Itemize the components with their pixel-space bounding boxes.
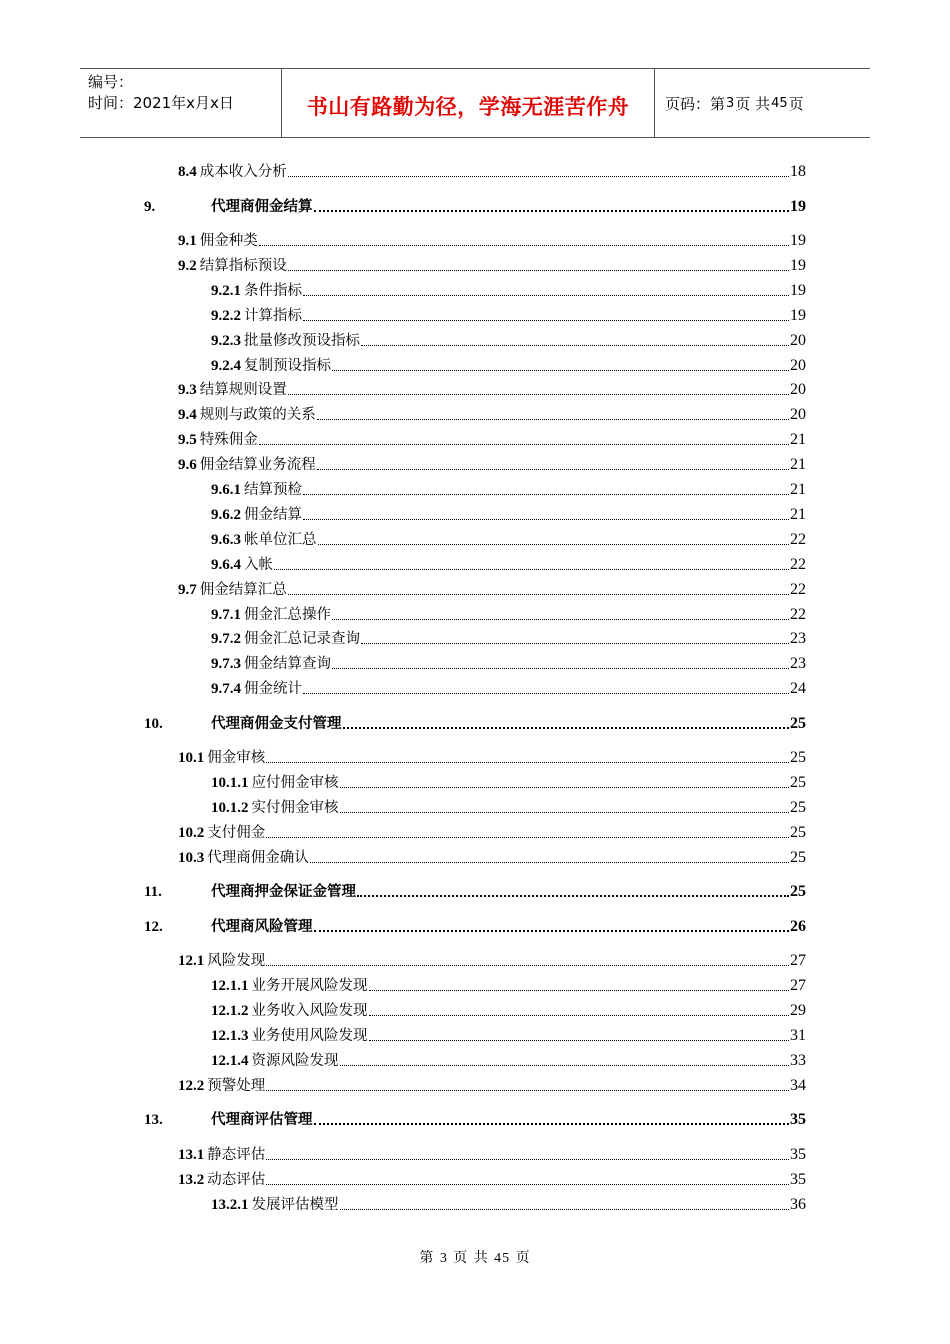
toc-entry-number: 9.3 xyxy=(178,382,197,399)
toc-entry-page: 22 xyxy=(790,580,806,598)
toc-entry[interactable] xyxy=(178,844,806,868)
toc-entry-page: 29 xyxy=(790,1002,806,1020)
toc-dot-leader xyxy=(274,568,789,570)
toc-entry-page: 36 xyxy=(790,1195,806,1213)
toc-entry-page: 22 xyxy=(790,605,806,623)
toc-entry-number: 10.1 xyxy=(178,750,205,767)
footer-mid: 页 共 xyxy=(453,1250,489,1266)
toc-entry[interactable] xyxy=(211,501,806,525)
toc-entry-title: 特殊佣金 xyxy=(199,432,258,449)
toc-entry-title: 复制预设指标 xyxy=(244,357,331,374)
toc-entry-number: 10.3 xyxy=(178,849,205,866)
toc-entry-title: 应付佣金审核 xyxy=(251,775,339,792)
toc-entry-title: 代理商评估管理 xyxy=(211,1112,313,1129)
toc-entry-title: 代理商佣金支付管理 xyxy=(211,715,342,732)
toc-entry-page: 27 xyxy=(790,977,806,995)
toc-entry[interactable] xyxy=(211,476,806,500)
toc-entry-title: 佣金统计 xyxy=(244,681,302,698)
toc-dot-leader xyxy=(303,518,789,520)
toc-entry-number: 9.6.3 xyxy=(211,531,241,548)
toc-entry-number: 11. xyxy=(144,884,162,901)
toc-entry-number: 9.6.2 xyxy=(211,506,241,523)
toc-entry-number: 9. xyxy=(144,198,156,215)
toc-entry[interactable] xyxy=(178,252,806,276)
toc-entry-page: 18 xyxy=(790,163,806,180)
toc-entry-page: 26 xyxy=(790,917,806,935)
toc-dot-leader xyxy=(266,1183,789,1185)
footer-total: 45 xyxy=(494,1251,511,1266)
toc-dot-leader xyxy=(303,692,789,694)
toc-entry-title: 代理商佣金确认 xyxy=(207,849,309,866)
toc-entry-number: 9.2.2 xyxy=(211,307,241,324)
toc-entry-number: 9.6.1 xyxy=(211,482,241,498)
toc-entry-number: 13.2.1 xyxy=(211,1196,249,1213)
header-motto-cell xyxy=(281,69,655,137)
toc-entry-page: 19 xyxy=(790,256,806,274)
toc-dot-leader xyxy=(314,929,790,932)
toc-entry-title: 成本收入分析 xyxy=(199,164,287,180)
footer-prefix: 第 xyxy=(419,1250,435,1266)
toc-dot-leader xyxy=(314,1122,790,1125)
toc-dot-leader xyxy=(259,244,789,246)
toc-entry-number: 12. xyxy=(144,918,163,935)
toc-chapter-entry[interactable] xyxy=(144,913,806,937)
toc-entry-title: 业务收入风险发现 xyxy=(251,1003,368,1020)
toc-entry-page: 20 xyxy=(790,406,806,424)
toc-dot-leader xyxy=(369,1039,790,1041)
toc-entry-page: 21 xyxy=(790,481,806,498)
toc-entry-number: 9.4 xyxy=(178,407,197,424)
toc-entry[interactable] xyxy=(211,526,806,550)
toc-entry-page: 33 xyxy=(790,1051,806,1069)
toc-entry-number: 13.2 xyxy=(178,1171,205,1188)
toc-entry-title: 佣金种类 xyxy=(199,233,258,249)
toc-entry[interactable] xyxy=(178,227,806,251)
toc-entry-number: 13. xyxy=(144,1112,163,1129)
toc-entry-title: 结算指标预设 xyxy=(199,257,287,274)
toc-dot-leader xyxy=(266,1158,789,1160)
toc-dot-leader xyxy=(318,543,790,545)
toc-entry-page: 31 xyxy=(790,1027,806,1044)
page-footer xyxy=(0,1247,950,1267)
toc-entry-title: 佣金汇总操作 xyxy=(244,606,331,623)
toc-entry-title: 代理商风险管理 xyxy=(211,918,313,935)
footer-current: 3 xyxy=(439,1251,448,1266)
toc-entry-number: 13.1 xyxy=(178,1146,205,1163)
toc-entry[interactable] xyxy=(211,675,806,699)
toc-entry[interactable] xyxy=(211,327,806,351)
toc-dot-leader xyxy=(288,593,789,595)
toc-entry-page: 25 xyxy=(790,799,806,816)
toc-entry-title: 结算规则设置 xyxy=(199,382,287,399)
toc-entry[interactable] xyxy=(178,451,806,475)
toc-dot-leader xyxy=(317,468,789,470)
toc-entry[interactable] xyxy=(178,158,806,182)
document-number-label: 编号： xyxy=(88,73,134,91)
toc-dot-leader xyxy=(340,786,790,788)
toc-entry-page: 25 xyxy=(790,714,806,732)
toc-entry-number: 9.2 xyxy=(178,257,197,274)
toc-dot-leader xyxy=(266,1089,789,1091)
toc-dot-leader xyxy=(303,493,789,495)
toc-entry-title: 风险发现 xyxy=(207,953,266,970)
toc-entry[interactable] xyxy=(211,551,806,575)
toc-entry[interactable] xyxy=(178,1072,806,1096)
toc-chapter-entry[interactable] xyxy=(144,710,806,734)
toc-entry-number: 9.7.2 xyxy=(211,631,241,648)
toc-entry-number: 12.1.4 xyxy=(211,1052,249,1069)
toc-entry-page: 20 xyxy=(790,331,806,349)
toc-entry-page: 23 xyxy=(790,655,806,673)
motto-text: 书山有路勤为径，学海无涯苦作舟 xyxy=(306,95,630,119)
toc-entry-number: 9.2.1 xyxy=(211,282,241,299)
toc-entry-number: 9.7.1 xyxy=(211,606,241,623)
toc-entry-number: 12.1.1 xyxy=(211,978,249,995)
toc-dot-leader xyxy=(361,344,789,346)
toc-entry-page: 25 xyxy=(790,774,806,792)
toc-dot-leader xyxy=(303,319,789,321)
toc-entry-title: 代理商押金保证金管理 xyxy=(211,884,356,901)
toc-entry[interactable] xyxy=(178,819,806,843)
page-current: 3 xyxy=(726,95,735,111)
footer-suffix: 页 xyxy=(515,1250,531,1266)
toc-entry[interactable] xyxy=(178,744,806,768)
toc-dot-leader xyxy=(369,989,790,991)
toc-chapter-entry[interactable] xyxy=(144,878,806,902)
toc-entry-page: 35 xyxy=(790,1170,806,1188)
toc-entry-number: 9.7.3 xyxy=(211,656,241,673)
toc-entry-page: 35 xyxy=(790,1111,806,1129)
toc-dot-leader xyxy=(288,269,789,271)
toc-dot-leader xyxy=(310,861,789,863)
toc-dot-leader xyxy=(314,209,790,212)
toc-entry-page: 22 xyxy=(790,530,806,548)
toc-entry[interactable] xyxy=(178,1166,806,1190)
toc-entry[interactable] xyxy=(178,376,806,400)
toc-entry[interactable] xyxy=(211,601,806,625)
toc-entry[interactable] xyxy=(211,625,806,649)
toc-entry[interactable] xyxy=(211,794,806,818)
toc-entry-page: 20 xyxy=(790,356,806,374)
toc-entry-page: 19 xyxy=(790,281,806,299)
toc-entry-number: 9.1 xyxy=(178,233,197,249)
toc-entry[interactable] xyxy=(211,972,806,996)
toc-entry-number: 9.5 xyxy=(178,432,197,449)
toc-entry-title: 批量修改预设指标 xyxy=(244,332,360,349)
document-date: 时间：2021年x月x日 xyxy=(88,94,234,112)
toc-entry[interactable] xyxy=(211,997,806,1021)
toc-entry-title: 佣金审核 xyxy=(207,750,266,767)
toc-entry-page: 22 xyxy=(790,555,806,573)
toc-dot-leader xyxy=(340,1208,790,1210)
toc-dot-leader xyxy=(288,175,789,177)
toc-entry-number: 10. xyxy=(144,715,163,732)
toc-entry-title: 代理商佣金结算 xyxy=(211,198,313,215)
toc-entry-number: 10.1.2 xyxy=(211,800,249,816)
toc-entry[interactable] xyxy=(211,1191,806,1215)
toc-dot-leader xyxy=(332,667,789,669)
toc-entry-title: 入帐 xyxy=(244,556,273,573)
toc-entry-title: 规则与政策的关系 xyxy=(199,407,316,424)
toc-entry-title: 佣金结算 xyxy=(244,506,302,523)
toc-entry-page: 25 xyxy=(790,749,806,767)
toc-entry-page: 27 xyxy=(790,952,806,970)
toc-entry-number: 12.1.3 xyxy=(211,1028,249,1044)
header-page-info xyxy=(655,69,870,137)
toc-entry[interactable] xyxy=(178,426,806,450)
toc-entry[interactable] xyxy=(211,277,806,301)
toc-entry-number: 10.1.1 xyxy=(211,775,249,792)
toc-dot-leader xyxy=(303,294,789,296)
toc-entry-number: 9.2.3 xyxy=(211,332,241,349)
toc-entry-title: 帐单位汇总 xyxy=(244,531,317,548)
toc-entry-title: 业务使用风险发现 xyxy=(251,1028,368,1044)
toc-entry-title: 佣金结算汇总 xyxy=(199,581,287,598)
toc-entry[interactable] xyxy=(211,352,806,376)
toc-entry-title: 支付佣金 xyxy=(207,824,266,841)
toc-entry-title: 佣金汇总记录查询 xyxy=(244,631,360,648)
toc-entry[interactable] xyxy=(178,947,806,971)
toc-entry-number: 9.2.4 xyxy=(211,357,241,374)
toc-entry-number: 8.4 xyxy=(178,164,197,180)
toc-entry-title: 佣金结算查询 xyxy=(244,656,331,673)
toc-dot-leader xyxy=(369,1014,790,1016)
toc-entry-number: 9.7.4 xyxy=(211,681,241,698)
toc-entry[interactable] xyxy=(211,1022,806,1046)
toc-entry-page: 24 xyxy=(790,680,806,698)
toc-dot-leader xyxy=(357,894,789,897)
toc-dot-leader xyxy=(266,836,789,838)
toc-dot-leader xyxy=(266,964,789,966)
toc-entry[interactable] xyxy=(211,302,806,326)
toc-entry-title: 结算预检 xyxy=(244,482,302,498)
toc-entry-page: 19 xyxy=(790,232,806,249)
header-meta xyxy=(80,69,281,137)
toc-dot-leader xyxy=(288,393,789,395)
toc-entry[interactable] xyxy=(211,769,806,793)
toc-dot-leader xyxy=(332,369,789,371)
toc-dot-leader xyxy=(317,418,789,420)
page-prefix: 页码：第 xyxy=(665,94,726,113)
toc-entry-title: 业务开展风险发现 xyxy=(251,978,368,995)
toc-dot-leader xyxy=(266,761,789,763)
toc-entry[interactable] xyxy=(178,576,806,600)
toc-entry-number: 9.6 xyxy=(178,457,197,474)
toc-entry-title: 动态评估 xyxy=(207,1171,266,1188)
toc-dot-leader xyxy=(361,642,789,644)
page-mid: 页 共 xyxy=(735,94,771,113)
toc-entry-title: 条件指标 xyxy=(244,282,302,299)
toc-chapter-entry[interactable] xyxy=(144,193,806,217)
page-header xyxy=(80,68,870,138)
toc-entry-page: 25 xyxy=(790,848,806,866)
toc-entry-page: 21 xyxy=(790,505,806,523)
toc-dot-leader xyxy=(343,726,790,729)
toc-entry-page: 35 xyxy=(790,1145,806,1163)
toc-entry-title: 实付佣金审核 xyxy=(251,800,339,816)
toc-entry-page: 21 xyxy=(790,431,806,449)
toc-entry[interactable] xyxy=(211,1047,806,1071)
toc-dot-leader xyxy=(340,1064,790,1066)
page-total: 45 xyxy=(771,95,788,111)
toc-entry-title: 预警处理 xyxy=(207,1077,266,1094)
toc-entry-title: 发展评估模型 xyxy=(251,1196,339,1213)
toc-entry-page: 25 xyxy=(790,883,806,901)
toc-entry-title: 佣金结算业务流程 xyxy=(199,457,316,474)
toc-entry-number: 12.1 xyxy=(178,953,205,970)
toc-entry-page: 19 xyxy=(790,306,806,324)
toc-entry-page: 19 xyxy=(790,197,806,215)
toc-entry-number: 10.2 xyxy=(178,824,205,841)
toc-entry[interactable] xyxy=(178,1141,806,1165)
toc-entry-number: 12.1.2 xyxy=(211,1003,249,1020)
toc-entry-title: 计算指标 xyxy=(244,307,302,324)
toc-entry-number: 9.6.4 xyxy=(211,556,241,573)
toc-entry-number: 9.7 xyxy=(178,581,197,598)
toc-entry-number: 12.2 xyxy=(178,1077,205,1094)
toc-entry-page: 23 xyxy=(790,630,806,648)
toc-entry-title: 资源风险发现 xyxy=(251,1052,339,1069)
toc-entry-page: 20 xyxy=(790,381,806,399)
toc-entry-title: 静态评估 xyxy=(207,1146,266,1163)
toc-dot-leader xyxy=(332,618,789,620)
toc-dot-leader xyxy=(259,443,789,445)
toc-chapter-entry[interactable] xyxy=(144,1106,806,1130)
page-suffix: 页 xyxy=(788,94,804,113)
toc-entry[interactable] xyxy=(211,650,806,674)
toc-entry[interactable] xyxy=(178,401,806,425)
toc-entry-page: 25 xyxy=(790,823,806,841)
toc-entry-page: 21 xyxy=(790,456,806,474)
toc-dot-leader xyxy=(340,811,790,813)
toc-entry-page: 34 xyxy=(790,1076,806,1094)
